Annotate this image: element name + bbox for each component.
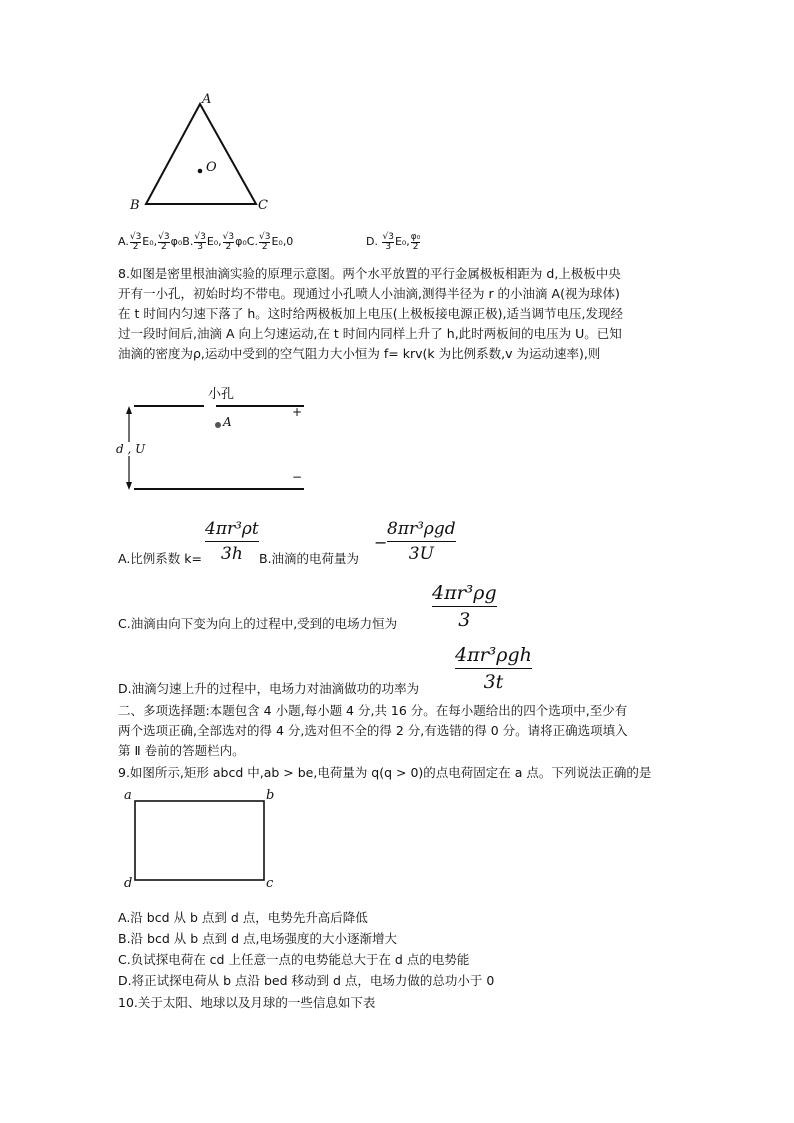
- q9-stem: 9.如图所示,矩形 abcd 中,ab > be,电荷量为 q(q > 0)的点电荷固定在 a 点。下列说法正确的是: [118, 765, 652, 780]
- rectangle-diagram: [118, 788, 288, 894]
- minus-sign: −: [292, 470, 303, 484]
- fraction: $\frac{\text{φ₀}}{2}$: [410, 231, 421, 252]
- q8-option-c: C.油滴由向下变为向上的过程中,受到的电场力恒为: [118, 616, 398, 631]
- q7-option-d: D. $\frac{√3}{3}$ E₀, $\frac{\text{φ₀}}{2}$: [366, 231, 421, 252]
- plates-figure: [116, 380, 316, 500]
- arrow-head-up: [126, 406, 132, 414]
- section2-line-1: 二、多项选择题:本题包含 4 小题,每小题 4 分,共 16 分。在每小题给出的四个选项中,至少有: [118, 703, 628, 718]
- rectangle-figure: [118, 788, 288, 894]
- q8-line-3: 在 t 时间内匀速下落了 h。这时给两极板加上电压(上极板接电源正极),适当调节电压,发现经: [118, 306, 623, 321]
- vertex-label-b: B: [130, 198, 140, 213]
- arrow-head-down: [126, 482, 132, 490]
- q8-option-b-sign: −: [374, 533, 388, 552]
- fraction: $\frac{√3}{2}$: [258, 231, 271, 252]
- fraction: $\frac{√3}{3}$: [194, 231, 206, 252]
- q8-option-b-formula: 8πr³ρgd 3U: [387, 519, 456, 564]
- section2-line-2: 两个选项正确,全部选对的得 4 分,选对但不全的得 2 分,有选错的得 0 分。请将正确选项填入: [118, 723, 628, 738]
- triangle-shape: [146, 104, 256, 204]
- corner-label-b: b: [266, 788, 275, 803]
- triangle-diagram: [118, 92, 278, 217]
- q8-line-5: 油滴的密度为ρ,运动中受到的空气阻力大小恒为 f= krv(k 为比例系数,v 为运动速率),则: [118, 346, 601, 361]
- plus-sign: +: [292, 405, 303, 419]
- q7-option-a-label: A.: [118, 235, 129, 248]
- q8-option-d: D.油滴匀速上升的过程中，电场力对油滴做功的功率为: [118, 681, 420, 696]
- fraction: $\frac{√3}{2}$: [129, 231, 142, 252]
- q8-option-b: B.油滴的电荷量为: [259, 551, 360, 566]
- fraction: $\frac{√3}{2}$: [222, 231, 235, 252]
- corner-label-a: a: [124, 788, 132, 803]
- q8-line-1: 8.如图是密里根油滴实验的原理示意图。两个水平放置的平行金属极板相距为 d,上极板中央: [118, 266, 621, 281]
- vertex-label-a: A: [202, 92, 212, 107]
- droplet-label: A: [223, 415, 232, 429]
- section2-line-3: 第 Ⅱ 卷前的答题栏内。: [118, 743, 245, 758]
- center-label-o: O: [206, 160, 217, 175]
- q9-option-a: A.沿 bcd 从 b 点到 d 点，电势先升高后降低: [118, 910, 368, 925]
- q8-line-4: 过一段时间后,油滴 A 向上匀速运动,在 t 时间内同样上升了 h,此时两板间的电压为 U。已知: [118, 326, 622, 341]
- rectangle-shape: [135, 801, 264, 880]
- q8-line-2: 开有一小孔，初始时均不带电。现通过小孔喷人小油滴,测得半径为 r 的小油滴 A(视为球体): [118, 286, 620, 301]
- corner-label-c: c: [266, 876, 274, 891]
- q8-option-d-formula: 4πr³ρgh 3t: [455, 644, 532, 693]
- q9-option-d: D.将正试探电荷从 b 点沿 bed 移动到 d 点，电场力做的总功小于 0: [118, 973, 495, 988]
- q9-option-c: C.负试探电荷在 cd 上任意一点的电势能总大于在 d 点的电势能: [118, 952, 470, 967]
- q8-option-a-formula: 4πr³ρt 3h: [205, 519, 259, 564]
- q8-option-a: A.比例系数 k=: [118, 551, 202, 566]
- distance-voltage-label: d , U: [116, 442, 146, 456]
- q9-option-b: B.沿 bcd 从 b 点到 d 点,电场强度的大小逐渐增大: [118, 931, 397, 946]
- corner-label-d: d: [124, 876, 133, 891]
- vertex-label-c: C: [258, 198, 268, 213]
- q10-stem: 10.关于太阳、地球以及月球的一些信息如下表: [118, 995, 376, 1010]
- fraction: $\frac{√3}{3}$: [382, 231, 394, 252]
- fraction: $\frac{√3}{2}$: [158, 231, 170, 252]
- hole-label: 小孔: [208, 387, 235, 402]
- q8-option-c-formula: 4πr³ρg 3: [432, 582, 497, 631]
- center-point: [198, 169, 203, 174]
- triangle-figure: [118, 92, 278, 217]
- oil-droplet: [215, 422, 221, 428]
- q7-options: A. $\frac{√3}{2}$ E₀, $\frac{√3}{2}$ φ₀B. $\frac{√3}{3}$ E₀, $\frac{√3}{2}$ φ₀C. $\frac{√3}{2}$ E₀,0: [118, 231, 294, 252]
